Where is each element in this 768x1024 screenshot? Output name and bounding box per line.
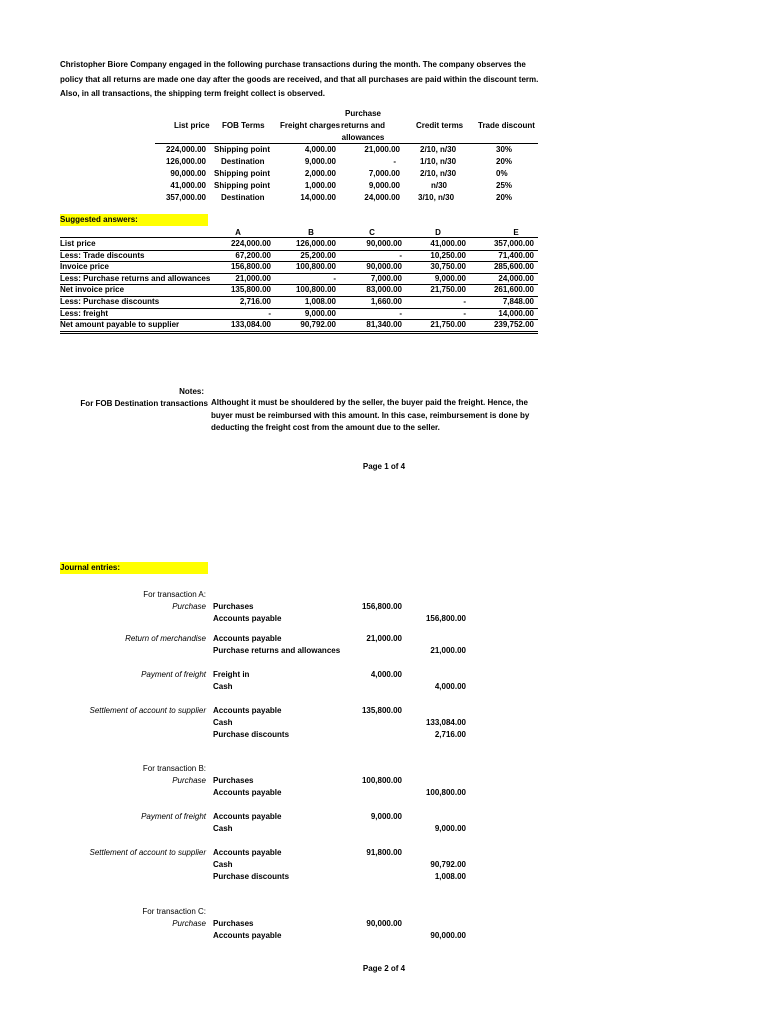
credit-cell: 2/10, n/30 <box>420 145 457 154</box>
credit-amount: 156,800.00 <box>425 614 466 623</box>
fob-cell: Shipping point <box>214 169 270 178</box>
value-cell: - <box>463 297 466 306</box>
row-label: List price <box>60 239 96 248</box>
discount-cell: 0% <box>496 169 508 178</box>
account-name: Purchase discounts <box>213 872 290 881</box>
account-name: Cash <box>213 860 233 869</box>
column-header-a: A <box>235 228 241 237</box>
value-cell: 25,200.00 <box>300 250 336 260</box>
debit-amount: 4,000.00 <box>370 670 402 679</box>
notes-label: Notes: <box>179 387 204 396</box>
list-price-cell: 90,000.00 <box>170 169 206 178</box>
fob-cell: Shipping point <box>214 181 270 190</box>
entry-description: Payment of freight <box>141 670 206 679</box>
value-cell: 90,000.00 <box>366 262 402 272</box>
value-cell: 41,000.00 <box>430 239 466 248</box>
answers-bottom-rule <box>60 333 538 334</box>
header-freight-charges: Freight charges <box>280 121 341 130</box>
transaction-title: For transaction B: <box>142 764 206 773</box>
credit-cell: 2/10, n/30 <box>420 169 457 178</box>
account-name: Cash <box>213 682 233 691</box>
debit-amount: 21,000.00 <box>366 634 402 643</box>
column-header-b: B <box>308 228 314 237</box>
credit-amount: 90,792.00 <box>430 860 466 869</box>
header-purchase-returns-2: returns and <box>340 121 385 130</box>
value-cell: - <box>463 308 466 318</box>
debit-amount: 100,800.00 <box>361 776 402 785</box>
value-cell: 90,000.00 <box>366 239 402 248</box>
value-cell: 1,660.00 <box>370 297 402 306</box>
value-cell: - <box>333 273 336 283</box>
value-cell: 21,000.00 <box>235 273 271 283</box>
row-label: Less: freight <box>60 308 109 318</box>
table-top-rule <box>155 143 538 144</box>
credit-amount: 4,000.00 <box>434 682 466 691</box>
fob-cell: Destination <box>221 193 265 202</box>
header-list-price: List price <box>174 121 210 130</box>
returns-cell: 7,000.00 <box>368 169 400 178</box>
debit-amount: 135,800.00 <box>361 706 402 715</box>
fob-cell: Destination <box>221 157 265 166</box>
account-name: Purchase returns and allowances <box>213 646 341 655</box>
account-name: Accounts payable <box>213 614 282 623</box>
value-cell: 285,600.00 <box>493 262 534 272</box>
value-cell: 2,716.00 <box>239 297 271 306</box>
answers-top-rule <box>60 237 538 238</box>
header-fob-terms: FOB Terms <box>222 121 265 130</box>
page-2-footer: Page 2 of 4 <box>362 964 406 973</box>
column-header-c: C <box>369 228 375 237</box>
header-purchase-returns-1: Purchase <box>344 109 382 118</box>
entry-description: Payment of freight <box>141 812 206 821</box>
account-name: Purchases <box>213 602 254 611</box>
list-price-cell: 126,000.00 <box>165 157 206 166</box>
credit-amount: 2,716.00 <box>434 730 466 739</box>
row-label: Net amount payable to supplier <box>60 320 180 330</box>
row-label: Invoice price <box>60 262 109 272</box>
entry-description: Purchase <box>172 919 206 928</box>
value-cell: 7,848.00 <box>502 297 534 306</box>
row-label: Less: Purchase returns and allowances <box>60 273 211 283</box>
list-price-cell: 41,000.00 <box>170 181 206 190</box>
value-cell: - <box>268 308 271 318</box>
value-cell: 24,000.00 <box>498 273 534 283</box>
account-name: Freight in <box>213 670 250 679</box>
header-credit-terms: Credit terms <box>416 121 464 130</box>
account-name: Purchases <box>213 776 254 785</box>
value-cell: 1,008.00 <box>304 297 336 306</box>
value-cell: 100,800.00 <box>295 262 336 272</box>
value-cell: 156,800.00 <box>230 262 271 272</box>
freight-cell: 1,000.00 <box>304 181 336 190</box>
debit-amount: 9,000.00 <box>370 812 402 821</box>
discount-cell: 30% <box>496 145 513 154</box>
value-cell: 30,750.00 <box>430 262 466 272</box>
value-cell: 239,752.00 <box>493 320 534 330</box>
returns-cell: 9,000.00 <box>368 181 400 190</box>
value-cell: 7,000.00 <box>370 273 402 283</box>
value-cell: 83,000.00 <box>366 285 402 295</box>
value-cell: - <box>399 308 402 318</box>
value-cell: 261,600.00 <box>493 285 534 295</box>
discount-cell: 25% <box>496 181 513 190</box>
notes-subject: For FOB Destination transactions <box>80 399 208 408</box>
page-1-footer: Page 1 of 4 <box>362 462 406 471</box>
notes-text: Althought it must be shouldered by the seller, the buyer paid the freight. Hence, the buyer must be reimbursed with this amount. In this case, reimbursement is done by deducting the freight cost from the amount due to the seller. <box>211 398 530 432</box>
row-label: Less: Purchase discounts <box>60 297 160 306</box>
value-cell: 9,000.00 <box>434 273 466 283</box>
account-name: Accounts payable <box>213 634 282 643</box>
value-cell: 357,000.00 <box>493 239 534 248</box>
transaction-title: For transaction A: <box>143 590 206 599</box>
value-cell: 9,000.00 <box>304 308 336 318</box>
value-cell: 90,792.00 <box>300 320 336 330</box>
suggested-answers-label: Suggested answers: <box>60 214 208 226</box>
entry-description: Purchase <box>172 602 206 611</box>
credit-cell: 3/10, n/30 <box>418 193 455 202</box>
value-cell: 21,750.00 <box>430 320 466 330</box>
discount-cell: 20% <box>496 157 513 166</box>
credit-amount: 21,000.00 <box>430 646 466 655</box>
value-cell: - <box>399 250 402 260</box>
answers-bottom-rule <box>60 331 538 332</box>
returns-cell: 24,000.00 <box>364 193 400 202</box>
header-trade-discount: Trade discount <box>478 121 535 130</box>
account-name: Accounts payable <box>213 812 282 821</box>
list-price-cell: 224,000.00 <box>165 145 206 154</box>
value-cell: 67,200.00 <box>235 250 271 260</box>
freight-cell: 9,000.00 <box>304 157 336 166</box>
journal-entries-label: Journal entries: <box>60 562 208 574</box>
account-name: Accounts payable <box>213 706 282 715</box>
value-cell: 21,750.00 <box>430 285 466 295</box>
value-cell: 135,800.00 <box>230 285 271 295</box>
credit-amount: 133,084.00 <box>425 718 466 727</box>
list-price-cell: 357,000.00 <box>165 193 206 202</box>
header-purchase-returns-3: allowances <box>341 133 385 142</box>
discount-cell: 20% <box>496 193 513 202</box>
account-name: Accounts payable <box>213 848 282 857</box>
entry-description: Settlement of account to supplier <box>89 848 206 857</box>
debit-amount: 156,800.00 <box>361 602 402 611</box>
credit-amount: 1,008.00 <box>434 872 466 881</box>
entry-description: Settlement of account to supplier <box>89 706 206 715</box>
row-label: Less: Trade discounts <box>60 250 145 260</box>
account-name: Purchases <box>213 919 254 928</box>
value-cell: 14,000.00 <box>498 308 534 318</box>
value-cell: 81,340.00 <box>366 320 402 330</box>
credit-amount: 100,800.00 <box>425 788 466 797</box>
account-name: Cash <box>213 824 233 833</box>
account-name: Cash <box>213 718 233 727</box>
fob-cell: Shipping point <box>214 145 270 154</box>
value-cell: 71,400.00 <box>498 250 534 260</box>
entry-description: Purchase <box>172 776 206 785</box>
value-cell: 100,800.00 <box>295 285 336 295</box>
intro-paragraph: Christopher Biore Company engaged in the following purchase transactions during the month. The company observes the policy that all returns are made one day after the goods are received, and that all purchases are paid within the discount term. Also, in all transactions, the shipping term freight collect is observed. <box>60 60 539 98</box>
returns-cell: 21,000.00 <box>364 145 400 154</box>
freight-cell: 4,000.00 <box>304 145 336 154</box>
value-cell: 10,250.00 <box>430 250 466 260</box>
credit-amount: 9,000.00 <box>434 824 466 833</box>
column-header-e: E <box>513 228 519 237</box>
debit-amount: 90,000.00 <box>366 919 402 928</box>
row-label: Net invoice price <box>60 285 125 295</box>
account-name: Purchase discounts <box>213 730 290 739</box>
account-name: Accounts payable <box>213 788 282 797</box>
credit-cell: 1/10, n/30 <box>420 157 457 166</box>
transaction-title: For transaction C: <box>142 907 206 916</box>
value-cell: 126,000.00 <box>295 239 336 248</box>
account-name: Accounts payable <box>213 931 282 940</box>
value-cell: 133,084.00 <box>230 320 271 330</box>
freight-cell: 14,000.00 <box>300 193 336 202</box>
returns-cell: - <box>393 157 396 166</box>
column-header-d: D <box>435 228 441 237</box>
value-cell: 224,000.00 <box>230 239 271 248</box>
credit-cell: n/30 <box>431 181 448 190</box>
freight-cell: 2,000.00 <box>304 169 336 178</box>
entry-description: Return of merchandise <box>125 634 206 643</box>
debit-amount: 91,800.00 <box>366 848 402 857</box>
credit-amount: 90,000.00 <box>430 931 466 940</box>
